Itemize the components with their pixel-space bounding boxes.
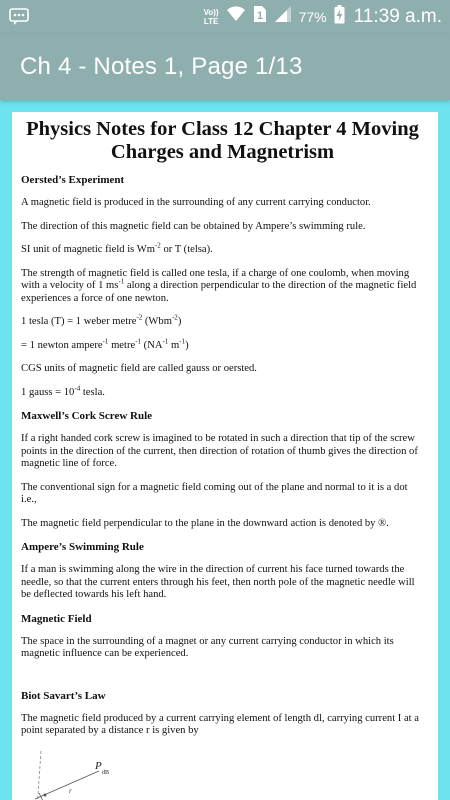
lte-label: LTE bbox=[203, 16, 219, 26]
text: The strength of magnetic field is called one tesla, if a charge of one coulomb, when moving with a velocity of 1 ms bbox=[21, 267, 410, 291]
figure-label-p: P bbox=[95, 759, 102, 772]
equation-gauss bbox=[21, 383, 424, 400]
superscript: -2 bbox=[136, 313, 143, 322]
paragraph: The conventional sign for a magnetic field coming out of the plane and normal to it is a dot i.e., bbox=[21, 481, 408, 505]
text: SI unit of magnetic field is Wm bbox=[21, 244, 155, 255]
section-heading-biot-savart: Biot Savart’s Law bbox=[21, 689, 106, 702]
paragraph: The magnetic field perpendicular to the plane in the downward action is denoted by ®. bbox=[21, 517, 389, 529]
paragraph: The direction of this magnetic field can be obtained by Ampere’s swimming rule. bbox=[21, 220, 366, 232]
text: (Wbm bbox=[142, 316, 172, 327]
section-heading-oersted: Oersted’s Experiment bbox=[21, 174, 125, 186]
text: = 1 newton ampere bbox=[21, 339, 103, 351]
text: 1 gauss = 10 bbox=[21, 386, 75, 398]
text: (NA bbox=[141, 339, 163, 351]
figure-label-db: dB bbox=[102, 769, 110, 776]
text: 1 tesla (T) = 1 weber metre bbox=[21, 316, 137, 327]
status-bar bbox=[0, 0, 450, 33]
figure-label-r: r bbox=[69, 786, 72, 795]
superscript: -2 bbox=[154, 241, 161, 250]
app-bar bbox=[0, 33, 450, 100]
notification-icon bbox=[8, 6, 30, 26]
sim-number: 1 bbox=[256, 10, 263, 22]
text: m bbox=[168, 339, 180, 351]
status-icons bbox=[204, 5, 442, 29]
superscript: -1 bbox=[135, 336, 142, 345]
spacer bbox=[21, 672, 424, 690]
text: metre bbox=[108, 339, 136, 351]
battery-percent: 77% bbox=[298, 8, 327, 25]
paragraph: CGS units of magnetic field are called gauss or oersted. bbox=[21, 363, 257, 374]
paragraph: The space in the surrounding of a magnet or any current carrying conductor in which its magnetic influence can be experienced. bbox=[21, 635, 394, 659]
superscript: -1 bbox=[162, 336, 169, 345]
section-heading-ampere: Ampere’s Swimming Rule bbox=[21, 541, 144, 553]
document-title bbox=[21, 118, 424, 164]
section-heading-magnetic-field: Magnetic Field bbox=[21, 612, 92, 625]
volte-label: Vo)) bbox=[203, 7, 219, 17]
equation-tesla-newton bbox=[21, 336, 424, 353]
section-heading-maxwell: Maxwell’s Cork Screw Rule bbox=[21, 410, 153, 422]
battery-charging-icon bbox=[334, 5, 345, 29]
superscript: -1 bbox=[179, 336, 186, 345]
clock: 11:39 a.m. bbox=[353, 5, 442, 27]
sim-icon bbox=[253, 5, 267, 28]
equation-tesla-weber bbox=[21, 313, 424, 329]
superscript: -1 bbox=[102, 336, 109, 345]
paragraph-si-unit bbox=[21, 241, 424, 257]
page-title: Ch 4 - Notes 1, Page 1/13 bbox=[20, 52, 303, 80]
biot-savart-diagram bbox=[21, 749, 111, 800]
document-page[interactable] bbox=[12, 112, 438, 800]
paragraph: A magnetic field is produced in the surrounding of any current carrying conductor. bbox=[21, 197, 371, 208]
paragraph: If a right handed cork screw is imagined to be rotated in such a direction that tip of the screw points in the direction of the current, then direction of rotation of thumb gives the direction of magnetic line of force. bbox=[21, 433, 418, 469]
text: ) bbox=[177, 316, 182, 327]
text: or T (telsa). bbox=[160, 244, 213, 255]
paragraph-tesla-definition bbox=[21, 268, 424, 306]
document-title-line-2: Charges and Magnetrism bbox=[110, 141, 335, 163]
superscript: -2 bbox=[171, 313, 178, 322]
volte-icon bbox=[204, 8, 219, 26]
text: tesla. bbox=[80, 386, 105, 398]
superscript: -1 bbox=[118, 277, 125, 286]
superscript: -4 bbox=[74, 383, 81, 392]
paragraph: The magnetic field produced by a current carrying element of length dl, carrying current I at a point separated by a distance r is given by bbox=[21, 712, 419, 736]
document-title-line-1: Physics Notes for Class 12 Chapter 4 Moving bbox=[26, 118, 419, 140]
text: ) bbox=[185, 339, 189, 351]
paragraph: If a man is swimming along the wire in the direction of current his face turned towards the needle, so that the current enters through his feet, then north pole of the magnetic needle will be deflected towards his left hand. bbox=[21, 564, 415, 600]
signal-icon bbox=[274, 5, 292, 28]
wifi-icon bbox=[226, 5, 246, 28]
text: along a direction perpendicular to the direction of the magnetic field experiences a force of one newton. bbox=[21, 280, 417, 304]
